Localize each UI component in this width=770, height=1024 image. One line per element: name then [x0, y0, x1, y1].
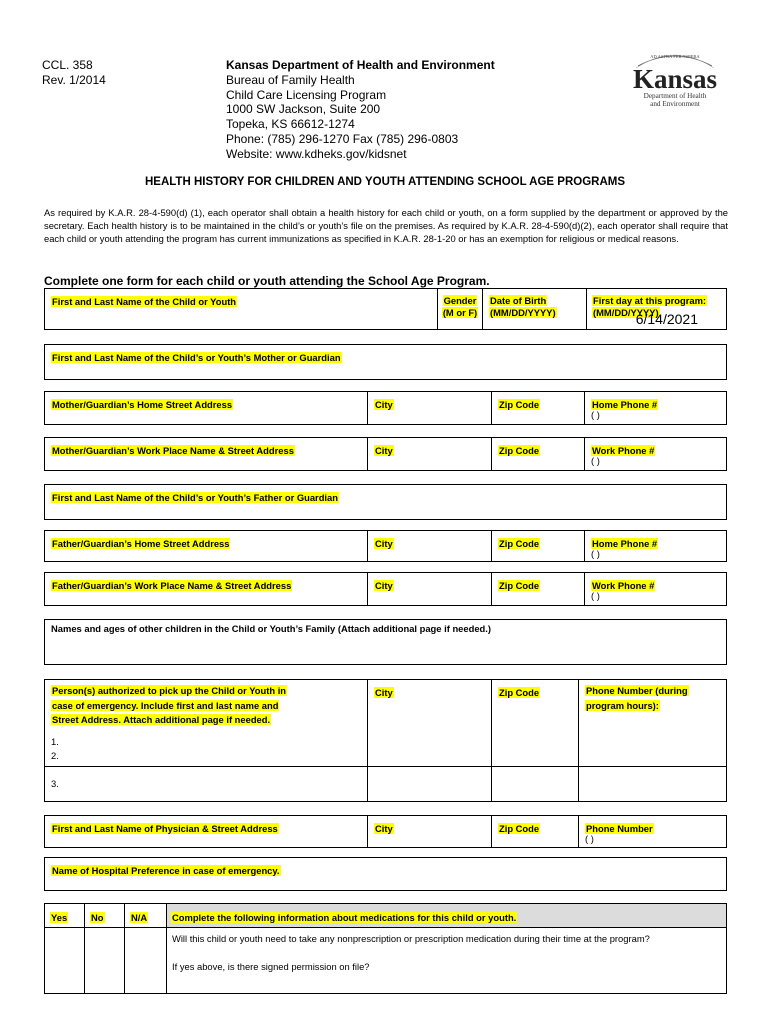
dob-field[interactable]: [482, 289, 586, 329]
physician-row: [44, 815, 727, 848]
no-header: No: [91, 912, 104, 923]
dob-label: Date of Birth: [490, 295, 547, 306]
pickup-phone-label-1: Phone Number (during: [586, 685, 688, 696]
pickup-zip-field[interactable]: [491, 680, 578, 801]
logo-subtitle-2: and Environment: [650, 100, 700, 108]
gender-label: Gender: [443, 295, 477, 306]
home-phone-label: Home Phone #: [592, 538, 658, 549]
city-label: City: [375, 399, 393, 410]
zip-label: Zip Code: [499, 580, 540, 591]
area-code-parens: ( ): [591, 455, 600, 466]
dob-format-label: (MM/DD/YYYY): [490, 307, 556, 318]
zip-label: Zip Code: [499, 445, 540, 456]
mother-home-zip-field[interactable]: [491, 392, 584, 424]
address-line-2: Topeka, KS 66612-1274: [226, 117, 355, 132]
website: Website: www.kdheks.gov/kidsnet: [226, 146, 407, 161]
father-work-row: [44, 572, 727, 606]
mother-work-phone-field[interactable]: [584, 438, 726, 470]
gender-sub-label: (M or F): [442, 307, 478, 318]
pickup-person-1[interactable]: 1.: [51, 736, 59, 747]
hospital-field[interactable]: [44, 857, 727, 891]
siblings-field[interactable]: [44, 619, 727, 665]
pickup-phone-field[interactable]: [578, 680, 726, 801]
medications-heading: Complete the following information about medications for this child or youth.: [172, 912, 517, 923]
pickup-person-2[interactable]: 2.: [51, 750, 59, 761]
kdhe-logo: [626, 48, 724, 110]
father-home-zip-field[interactable]: [491, 531, 584, 561]
mother-home-city-field[interactable]: [367, 392, 491, 424]
form-number: CCL. 358: [42, 58, 93, 72]
physician-phone-field[interactable]: [578, 816, 726, 847]
father-name-label: First and Last Name of the Child’s or Youth’s Father or Guardian: [52, 492, 338, 503]
pickup-phone-label-2: program hours):: [586, 699, 659, 711]
area-code-parens: ( ): [585, 833, 594, 844]
medication-question: Will this child or youth need to take any nonprescription or prescription medication during their time at the program?: [172, 933, 650, 944]
phone-fax: Phone: (785) 296-1270 Fax (785) 296-0803: [226, 131, 459, 146]
pickup-label-line-3: Street Address. Attach additional page if needed.: [52, 714, 271, 725]
first-day-format-label: (MM/DD/YYYY): [593, 307, 659, 318]
first-day-value[interactable]: 6/14/2021: [635, 311, 698, 327]
medications-table: [44, 903, 727, 994]
home-phone-label: Home Phone #: [592, 399, 658, 410]
mother-name-label: First and Last Name of the Child’s or Youth’s Mother or Guardian: [52, 352, 341, 363]
siblings-label: Names and ages of other children in the Child or Youth’s Family (Attach additional page if needed.): [51, 623, 491, 634]
area-code-parens: ( ): [591, 590, 600, 601]
pickup-divider: [45, 766, 726, 767]
pickup-persons-block: [44, 679, 727, 802]
city-label: City: [375, 580, 393, 591]
form-title: HEALTH HISTORY FOR CHILDREN AND YOUTH ATTENDING SCHOOL AGE PROGRAMS: [144, 176, 626, 188]
city-label: City: [375, 538, 393, 549]
mother-work-row: [44, 437, 727, 471]
logo-arc-text: AD ASTRA PER ASPERA: [650, 54, 700, 59]
yes-header: Yes: [51, 912, 68, 923]
no-column-divider: [124, 904, 125, 993]
father-work-city-field[interactable]: [367, 573, 491, 605]
logo-wordmark: Kansas: [632, 64, 718, 94]
physician-city-field[interactable]: [367, 816, 491, 847]
father-home-city-field[interactable]: [367, 531, 491, 561]
first-day-field[interactable]: [586, 289, 726, 329]
form-revision: Rev. 1/2014: [42, 72, 106, 87]
child-info-row: [44, 288, 727, 330]
pickup-person-3[interactable]: 3.: [51, 778, 59, 789]
mother-work-zip-field[interactable]: [491, 438, 584, 470]
zip-label: Zip Code: [499, 399, 540, 410]
city-label: City: [375, 445, 393, 456]
na-header: N/A: [131, 912, 148, 923]
phone-number-label: Phone Number: [586, 823, 653, 834]
work-phone-label: Work Phone #: [592, 445, 655, 456]
address-line-1: 1000 SW Jackson, Suite 200: [226, 102, 381, 117]
father-home-phone-field[interactable]: [584, 531, 726, 561]
form-id-block: [42, 58, 106, 87]
work-phone-label: Work Phone #: [592, 580, 655, 591]
zip-label: Zip Code: [499, 538, 540, 549]
first-day-label: First day at this program:: [593, 295, 707, 306]
medications-header-divider: [45, 927, 726, 928]
intro-paragraph: As required by K.A.R. 28-4-590(d) (1), each operator shall obtain a health history for each child or youth, on a form supplied by the department or approved by the secretary. Each health history is to be maintained in the child’s or youth’s file on the premises. As required by K.A.R. 28-4-590(d)(2), each operator shall require that each child or youth attending the program has current immunizations as specified in K.A.R. 28-1-20 or has an exemption for religious or medical reasons.: [44, 207, 728, 244]
zip-label: Zip Code: [499, 823, 540, 834]
zip-label: Zip Code: [499, 687, 540, 698]
city-label: City: [375, 687, 393, 698]
mother-home-address-label: Mother/Guardian’s Home Street Address: [52, 399, 233, 410]
father-work-zip-field[interactable]: [491, 573, 584, 605]
pickup-label-line-2: case of emergency. Include first and last name and: [52, 699, 279, 711]
mother-home-phone-field[interactable]: [584, 392, 726, 424]
father-home-row: [44, 530, 727, 562]
child-name-label: First and Last Name of the Child or Youth: [52, 296, 237, 307]
logo-subtitle-1: Department of Health: [643, 92, 707, 100]
city-label: City: [375, 823, 393, 834]
complete-heading: Complete one form for each child or youth attending the School Age Program.: [44, 274, 490, 288]
hospital-label: Name of Hospital Preference in case of emergency.: [52, 865, 280, 876]
pickup-city-field[interactable]: [367, 680, 491, 801]
father-home-address-label: Father/Guardian’s Home Street Address: [52, 538, 230, 549]
agency-address-block: [226, 58, 495, 162]
pickup-label-line-1: Person(s) authorized to pick up the Child or Youth in: [52, 685, 287, 696]
mother-home-row: [44, 391, 727, 425]
permission-question: If yes above, is there signed permission on file?: [172, 961, 370, 972]
mother-name-field[interactable]: [44, 344, 727, 380]
agency-name: Kansas Department of Health and Environment: [226, 58, 495, 72]
area-code-parens: ( ): [591, 409, 600, 420]
mother-work-city-field[interactable]: [367, 438, 491, 470]
physician-zip-field[interactable]: [491, 816, 578, 847]
gender-field[interactable]: [437, 289, 482, 329]
program-name: Child Care Licensing Program: [226, 87, 387, 102]
father-work-phone-field[interactable]: [584, 573, 726, 605]
mother-work-address-label: Mother/Guardian’s Work Place Name & Street Address: [52, 445, 294, 456]
father-work-address-label: Father/Guardian’s Work Place Name & Street Address: [52, 580, 292, 591]
father-name-field[interactable]: [44, 484, 727, 520]
na-column-divider: [166, 904, 167, 993]
physician-label: First and Last Name of Physician & Street Address: [52, 823, 278, 834]
bureau-name: Bureau of Family Health: [226, 72, 355, 87]
yes-column-divider: [84, 904, 85, 993]
area-code-parens: ( ): [591, 548, 600, 559]
